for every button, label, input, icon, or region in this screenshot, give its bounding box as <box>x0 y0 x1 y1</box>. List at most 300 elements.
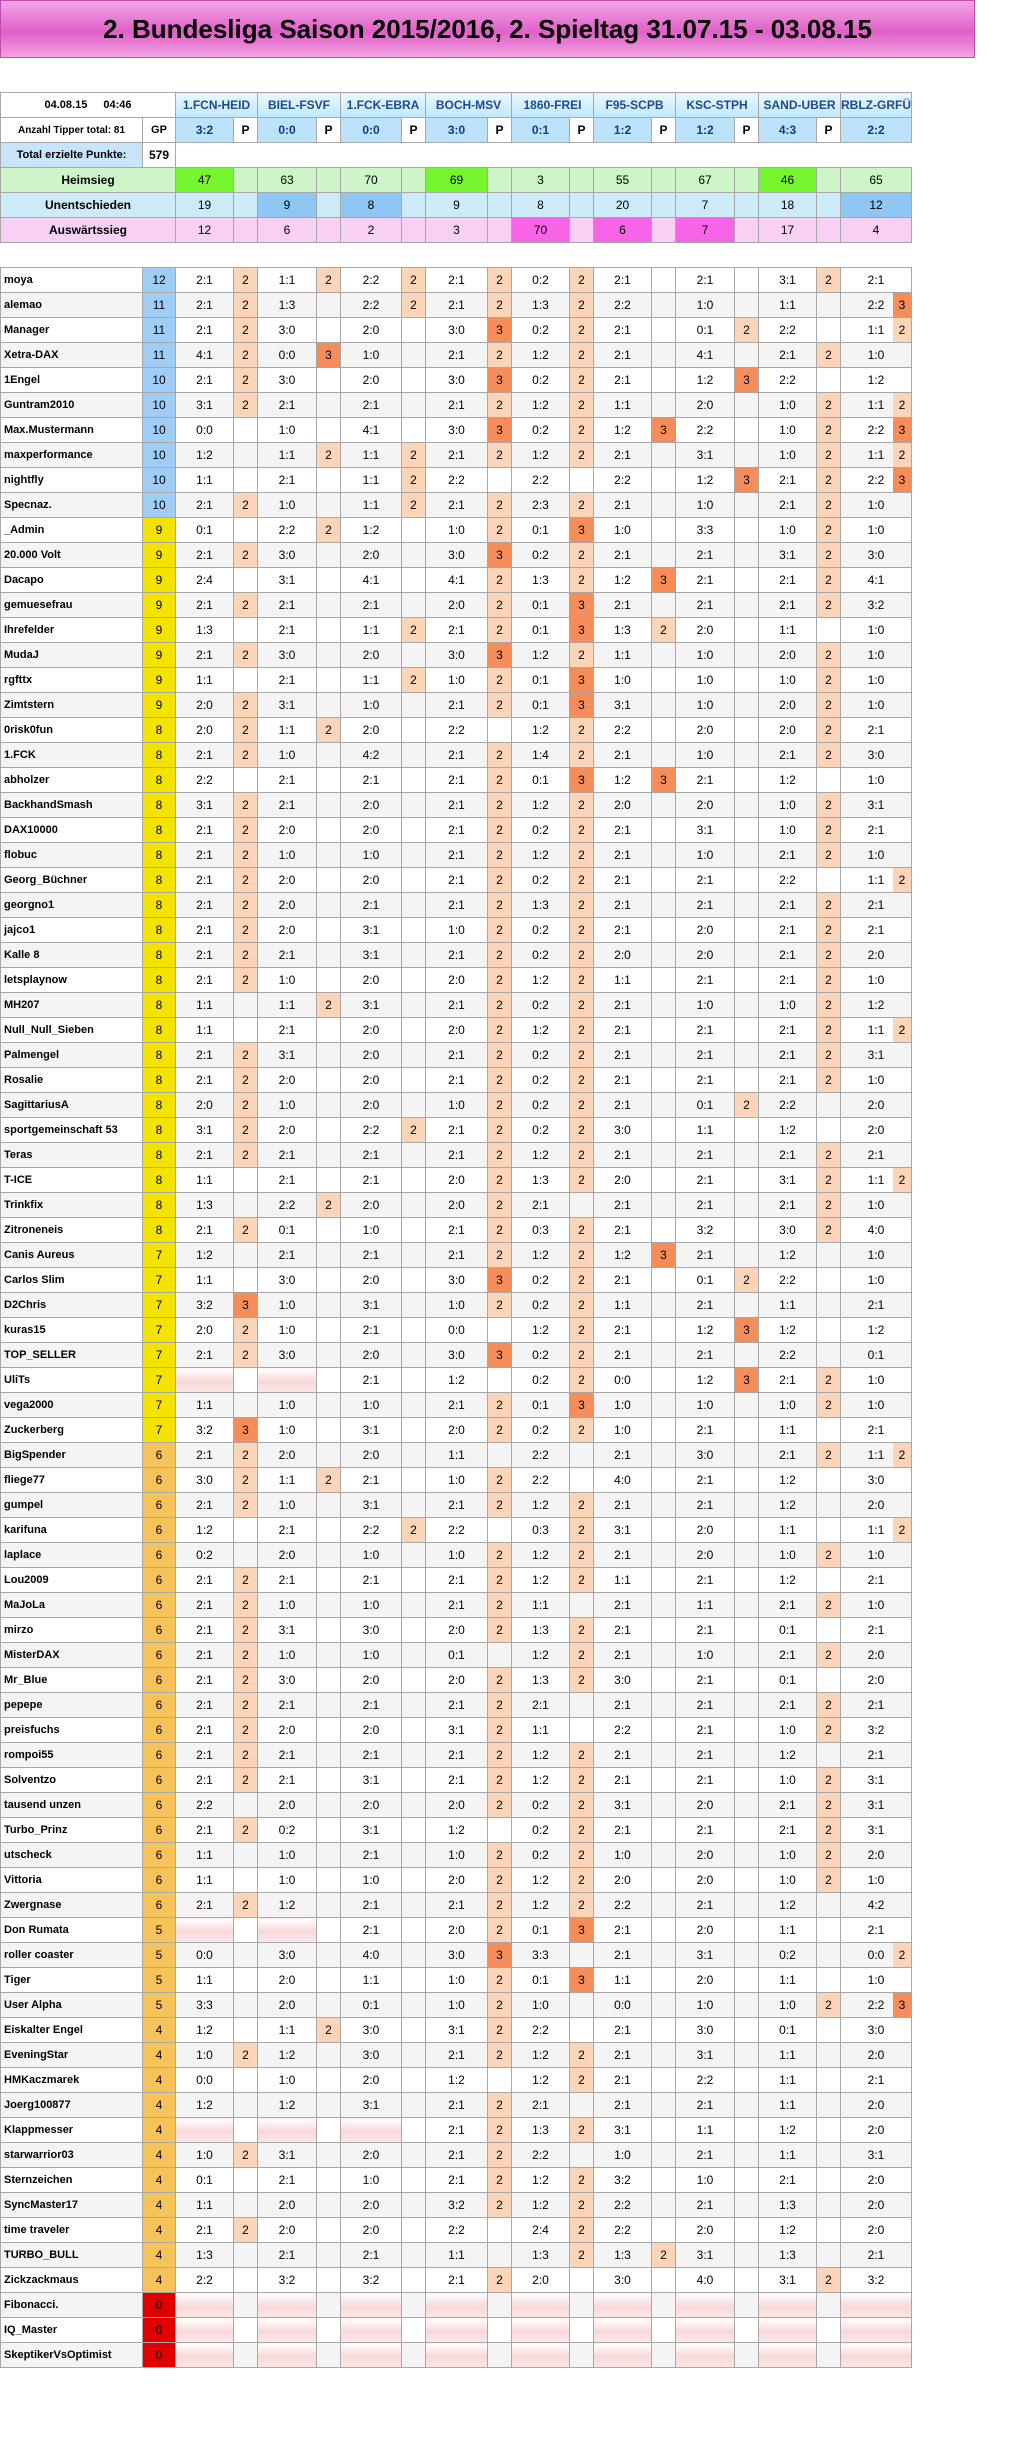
tip-points <box>234 2193 258 2218</box>
tip-points: 2 <box>570 443 594 468</box>
gp-header: GP <box>143 118 176 143</box>
tip-points: 2 <box>234 1143 258 1168</box>
tip-value: 1:0 <box>426 1968 488 1993</box>
tip-points <box>817 1293 841 1318</box>
tip-points: 2 <box>817 918 841 943</box>
tip-points <box>402 1743 426 1768</box>
tip-value: 2:0 <box>341 1268 402 1293</box>
tip-points <box>317 943 341 968</box>
tip-points <box>652 1143 676 1168</box>
tip-value: 2:0 <box>594 793 652 818</box>
stat-spacer <box>570 193 594 218</box>
stat-value: 55 <box>594 168 652 193</box>
tip-points <box>317 1793 341 1818</box>
tip-points: 2 <box>570 1343 594 1368</box>
tip-value: 4:1 <box>841 568 912 593</box>
tip-points: 2 <box>234 1093 258 1118</box>
tip-points: 2 <box>402 443 426 468</box>
tip-value: 3:2 <box>426 2193 488 2218</box>
tip-points <box>652 1818 676 1843</box>
tip-points: 2 <box>402 668 426 693</box>
tip-points <box>817 2143 841 2168</box>
tip-value: 4:1 <box>676 343 735 368</box>
tip-points <box>735 543 759 568</box>
tip-value: 3:2 <box>176 1293 234 1318</box>
tip-value: 2:2 3 <box>841 418 912 443</box>
tip-value: 0:2 <box>512 1068 570 1093</box>
tip-value: 1:0 <box>258 2068 317 2093</box>
tip-points <box>317 1718 341 1743</box>
tip-points: 3 <box>735 368 759 393</box>
player-name: vega2000 <box>1 1393 143 1418</box>
tip-points <box>402 1043 426 1068</box>
tip-points <box>735 518 759 543</box>
player-points: 6 <box>143 1818 176 1843</box>
tip-value: 4:0 <box>676 2268 735 2293</box>
tip-points: 2 <box>234 1643 258 1668</box>
tip-value: 2:1 <box>258 1243 317 1268</box>
points-header: P <box>402 118 426 143</box>
tip-points <box>735 1668 759 1693</box>
tip-value: 3:0 <box>258 1943 317 1968</box>
tip-points: 3 <box>893 468 911 492</box>
tip-points <box>735 843 759 868</box>
tip-points <box>652 2143 676 2168</box>
tip-points <box>402 1093 426 1118</box>
tip-value: 0:2 <box>512 1843 570 1868</box>
tip-points: 2 <box>488 268 512 293</box>
tip-points <box>317 868 341 893</box>
tip-value: 2:1 <box>426 2168 488 2193</box>
tip-points <box>402 1168 426 1193</box>
tip-points <box>402 1568 426 1593</box>
tip-value: 2:1 <box>426 1743 488 1768</box>
player-row <box>1 593 912 618</box>
tip-value: 2:2 <box>594 293 652 318</box>
tip-value: 4:0 <box>841 1218 912 1243</box>
tip-value: 0:1 <box>341 1993 402 2018</box>
tip-points <box>735 593 759 618</box>
tip-value: 2:1 <box>594 993 652 1018</box>
stat-spacer <box>735 218 759 243</box>
tip-points <box>735 643 759 668</box>
tip-value: 1:1 <box>676 1593 735 1618</box>
tip-points <box>652 643 676 668</box>
tip-value: 3:0 <box>426 543 488 568</box>
tip-points: 2 <box>488 1093 512 1118</box>
tip-points: 2 <box>234 318 258 343</box>
tip-points: 2 <box>234 1668 258 1693</box>
page-title: 2. Bundesliga Saison 2015/2016, 2. Spieltag 31.07.15 - 03.08.15 <box>0 0 975 58</box>
points-header: P <box>652 118 676 143</box>
player-points: 0 <box>143 2318 176 2343</box>
player-points: 8 <box>143 1093 176 1118</box>
tip-value: 2:1 <box>341 393 402 418</box>
player-points: 6 <box>143 1793 176 1818</box>
tip-points <box>402 1718 426 1743</box>
tip-points: 2 <box>488 2018 512 2043</box>
tip-value: 2:1 <box>426 2268 488 2293</box>
tip-value: 2:1 <box>676 268 735 293</box>
tip-points <box>317 318 341 343</box>
stat-value: 9 <box>258 193 317 218</box>
tip-points <box>735 343 759 368</box>
tip-points: 2 <box>234 893 258 918</box>
tip-value: 0:0 <box>426 1318 488 1343</box>
tip-value: 1:0 <box>341 1393 402 1418</box>
player-row <box>1 1518 912 1543</box>
tip-points: 3 <box>317 343 341 368</box>
tip-points: 3 <box>570 693 594 718</box>
tip-points: 2 <box>234 1768 258 1793</box>
tip-points: 2 <box>570 1418 594 1443</box>
tip-value: 1:2 <box>512 393 570 418</box>
tip-value: 2:1 <box>341 1843 402 1868</box>
match-name: 1.FCK-EBRA <box>341 93 426 118</box>
player-name: Kalle 8 <box>1 943 143 968</box>
tip-value: 1:3 <box>594 2243 652 2268</box>
tip-points: 2 <box>817 1993 841 2018</box>
tip-value: 2:0 <box>676 393 735 418</box>
tip-value: 1:0 <box>676 843 735 868</box>
player-points: 4 <box>143 2118 176 2143</box>
tip-points <box>817 1268 841 1293</box>
tip-value: 2:1 <box>176 1343 234 1368</box>
tip-value: 2:1 <box>676 2193 735 2218</box>
tip-points: 2 <box>570 1318 594 1343</box>
tip-points: 2 <box>570 1093 594 1118</box>
tip-points: 2 <box>234 743 258 768</box>
tip-points <box>652 1868 676 1893</box>
tip-points <box>317 1818 341 1843</box>
player-points: 7 <box>143 1318 176 1343</box>
player-row <box>1 1768 912 1793</box>
player-name: Eiskalter Engel <box>1 2018 143 2043</box>
player-name: Xetra-DAX <box>1 343 143 368</box>
tip-value: 1:2 <box>512 1493 570 1518</box>
tip-value: 2:1 <box>759 493 817 518</box>
tip-value: 3:1 <box>759 543 817 568</box>
tip-points: 2 <box>570 1043 594 1068</box>
tip-value: 1:0 <box>676 668 735 693</box>
tip-value: 1:1 2 <box>841 1518 912 1543</box>
tip-value: 2:2 <box>759 868 817 893</box>
tip-value: 2:0 <box>341 643 402 668</box>
tip-value: 1:2 <box>841 993 912 1018</box>
tip-points: 2 <box>817 468 841 493</box>
tip-points <box>234 2093 258 2118</box>
tip-value: 3:1 <box>258 1043 317 1068</box>
player-row <box>1 2093 912 2118</box>
tip-points: 2 <box>893 868 911 892</box>
tip-value: 1:1 <box>176 1018 234 1043</box>
tip-value: 3:1 <box>341 1293 402 1318</box>
tip-value: 2:0 <box>426 1193 488 1218</box>
tip-value: 1:2 <box>512 718 570 743</box>
player-row <box>1 1943 912 1968</box>
tip-points <box>652 1293 676 1318</box>
player-name: TURBO_BULL <box>1 2243 143 2268</box>
tip-value: 1:3 <box>759 2193 817 2218</box>
player-row <box>1 393 912 418</box>
tip-points <box>652 943 676 968</box>
player-row <box>1 1868 912 1893</box>
tip-points: 2 <box>234 1118 258 1143</box>
tip-points <box>652 843 676 868</box>
tip-points <box>570 1593 594 1618</box>
tip-points <box>817 1243 841 1268</box>
stat-value: 3 <box>512 168 570 193</box>
player-points: 8 <box>143 718 176 743</box>
tip-value: 2:1 <box>594 1018 652 1043</box>
player-points: 10 <box>143 493 176 518</box>
tip-points <box>234 2018 258 2043</box>
tip-value: 2:0 <box>841 1843 912 1868</box>
tip-value: 0:1 <box>512 768 570 793</box>
tip-value: 1:3 <box>512 1168 570 1193</box>
tip-value: 1:0 <box>176 2043 234 2068</box>
tip-points: 2 <box>817 518 841 543</box>
tip-value: 2:1 <box>176 1143 234 1168</box>
tip-points <box>735 1293 759 1318</box>
tip-value: 2:2 <box>759 1343 817 1368</box>
tip-points: 2 <box>488 2268 512 2293</box>
tip-value: 1:1 2 <box>841 868 912 893</box>
tip-missing <box>176 2318 234 2343</box>
tip-value: 1:2 <box>512 1318 570 1343</box>
tip-value: 2:0 <box>258 818 317 843</box>
tip-points <box>402 518 426 543</box>
tip-points <box>652 2043 676 2068</box>
tip-value: 2:1 <box>594 1693 652 1718</box>
tip-value: 1:0 <box>512 1993 570 2018</box>
tip-points <box>735 1018 759 1043</box>
tip-value: 1:0 <box>426 1993 488 2018</box>
tip-points <box>317 1443 341 1468</box>
tip-value: 2:2 <box>594 1718 652 1743</box>
player-points: 10 <box>143 393 176 418</box>
tip-value: 2:0 <box>258 2218 317 2243</box>
tip-value: 1:1 <box>759 293 817 318</box>
tip-value: 2:0 <box>341 1718 402 1743</box>
player-name: Lou2009 <box>1 1568 143 1593</box>
tip-value: 2:1 <box>176 293 234 318</box>
tip-value: 1:0 <box>841 343 912 368</box>
tip-points <box>817 1518 841 1543</box>
tip-points: 3 <box>652 768 676 793</box>
tip-points: 2 <box>817 968 841 993</box>
tip-points <box>234 1518 258 1543</box>
player-name: Guntram2010 <box>1 393 143 418</box>
tip-value: 1:0 <box>841 493 912 518</box>
player-name: Zuckerberg <box>1 1418 143 1443</box>
player-row <box>1 1093 912 1118</box>
stat-spacer <box>817 218 841 243</box>
tip-points <box>735 1118 759 1143</box>
tip-value: 3:3 <box>512 1943 570 1968</box>
tip-value: 2:0 <box>426 1918 488 1943</box>
tip-value: 1:3 <box>176 2243 234 2268</box>
tip-value: 2:1 <box>176 1443 234 1468</box>
tip-value: 2:1 <box>676 1193 735 1218</box>
tip-value: 0:0 2 <box>841 1943 912 1968</box>
tip-points <box>817 1668 841 1693</box>
tip-value: 2:1 <box>594 593 652 618</box>
tip-points: 2 <box>570 893 594 918</box>
tip-value: 2:0 <box>341 968 402 993</box>
tip-value: 0:1 <box>512 1393 570 1418</box>
tip-points <box>735 718 759 743</box>
tip-points <box>735 1518 759 1543</box>
tip-value: 3:2 <box>258 2268 317 2293</box>
tip-points: 2 <box>570 1268 594 1293</box>
tip-points: 2 <box>317 268 341 293</box>
tip-value: 1:2 <box>426 1818 488 1843</box>
tip-value: 1:0 <box>258 493 317 518</box>
tip-points <box>817 1118 841 1143</box>
player-name: jajco1 <box>1 918 143 943</box>
tip-points <box>735 1143 759 1168</box>
tip-points: 2 <box>488 443 512 468</box>
tip-value: 1:1 <box>759 618 817 643</box>
tip-points <box>234 2343 258 2368</box>
tip-value: 1:0 <box>176 2143 234 2168</box>
tip-missing <box>759 2318 817 2343</box>
player-name: Tiger <box>1 1968 143 1993</box>
tip-value: 2:1 <box>176 943 234 968</box>
tip-points <box>402 1368 426 1393</box>
player-name: Zwergnase <box>1 1893 143 1918</box>
tip-value: 1:3 <box>512 893 570 918</box>
player-row <box>1 1393 912 1418</box>
tip-value: 2:1 <box>594 1318 652 1343</box>
tip-points: 2 <box>488 1243 512 1268</box>
tip-points <box>652 1418 676 1443</box>
tip-value: 2:1 <box>594 1193 652 1218</box>
tip-value: 2:0 <box>258 1718 317 1743</box>
tip-value: 2:0 <box>258 1968 317 1993</box>
tip-points: 2 <box>488 2143 512 2168</box>
player-points: 11 <box>143 293 176 318</box>
tip-value: 1:1 <box>258 2018 317 2043</box>
tip-value: 1:2 <box>512 793 570 818</box>
tip-points <box>234 668 258 693</box>
player-points: 4 <box>143 2218 176 2243</box>
tip-points <box>652 368 676 393</box>
tip-value: 2:1 <box>176 743 234 768</box>
tip-value: 1:0 <box>426 1843 488 1868</box>
tip-points: 2 <box>488 1668 512 1693</box>
player-row <box>1 1018 912 1043</box>
tip-points: 2 <box>570 2168 594 2193</box>
tip-value: 2:1 <box>676 1018 735 1043</box>
tip-value: 2:1 <box>426 1068 488 1093</box>
tip-points <box>317 1643 341 1668</box>
tip-points <box>735 493 759 518</box>
tip-points <box>402 1693 426 1718</box>
tip-points <box>488 1368 512 1393</box>
tip-points: 2 <box>570 843 594 868</box>
tip-value: 2:1 <box>841 1293 912 1318</box>
tip-value: 3:0 <box>258 1668 317 1693</box>
stat-spacer <box>488 218 512 243</box>
tip-value: 1:2 <box>426 2068 488 2093</box>
player-name: Zimtstern <box>1 693 143 718</box>
tip-points <box>402 643 426 668</box>
player-points: 5 <box>143 1943 176 1968</box>
tip-value: 1:2 <box>512 343 570 368</box>
tip-value: 1:0 <box>841 1193 912 1218</box>
tip-points <box>234 1943 258 1968</box>
stat-spacer <box>735 168 759 193</box>
tip-points <box>735 2343 759 2368</box>
tip-value: 3:1 <box>841 1793 912 1818</box>
player-name: Turbo_Prinz <box>1 1818 143 1843</box>
stat-value: 69 <box>426 168 488 193</box>
tip-value: 2:1 <box>759 568 817 593</box>
tip-value: 3:0 <box>841 2018 912 2043</box>
tip-value: 2:1 <box>759 1443 817 1468</box>
tip-value: 0:1 <box>841 1343 912 1368</box>
tip-points <box>735 1993 759 2018</box>
tip-value: 3:2 <box>176 1418 234 1443</box>
tip-value: 1:2 <box>841 1318 912 1343</box>
tip-value: 2:0 <box>341 1043 402 1068</box>
player-row <box>1 1318 912 1343</box>
tip-missing <box>258 2118 317 2143</box>
tip-value: 1:2 <box>258 2043 317 2068</box>
tip-points: 2 <box>488 1393 512 1418</box>
tip-value: 1:1 2 <box>841 393 912 418</box>
tip-points <box>402 1993 426 2018</box>
tip-points <box>402 2068 426 2093</box>
tip-points: 2 <box>234 793 258 818</box>
tip-points <box>652 1968 676 1993</box>
tip-value: 1:1 <box>341 668 402 693</box>
tip-value: 1:1 <box>258 443 317 468</box>
tip-value: 2:0 <box>258 1068 317 1093</box>
tip-points: 2 <box>488 1593 512 1618</box>
tip-value: 2:2 <box>512 1443 570 1468</box>
tip-points: 2 <box>317 1193 341 1218</box>
tip-points <box>402 718 426 743</box>
tip-value: 0:1 <box>759 1618 817 1643</box>
tip-points <box>652 993 676 1018</box>
tip-value: 3:0 <box>594 2268 652 2293</box>
tip-points <box>735 1193 759 1218</box>
tip-points <box>317 2318 341 2343</box>
tip-points <box>817 2193 841 2218</box>
tip-value: 1:0 <box>841 1368 912 1393</box>
tip-points: 2 <box>817 268 841 293</box>
tip-value: 2:1 <box>759 1143 817 1168</box>
tip-points <box>735 2093 759 2118</box>
tip-points <box>735 293 759 318</box>
player-points: 5 <box>143 1918 176 1943</box>
tip-value: 1:0 <box>759 1993 817 2018</box>
tip-points <box>735 1393 759 1418</box>
tip-value: 2:1 <box>594 1268 652 1293</box>
points-header: P <box>488 118 512 143</box>
player-points: 8 <box>143 1168 176 1193</box>
tip-value: 2:1 <box>841 893 912 918</box>
tip-points: 2 <box>488 1293 512 1318</box>
tip-points <box>652 743 676 768</box>
tip-points <box>735 1493 759 1518</box>
tip-points: 3 <box>234 1418 258 1443</box>
tip-points: 2 <box>488 568 512 593</box>
tip-value: 1:0 <box>759 993 817 1018</box>
